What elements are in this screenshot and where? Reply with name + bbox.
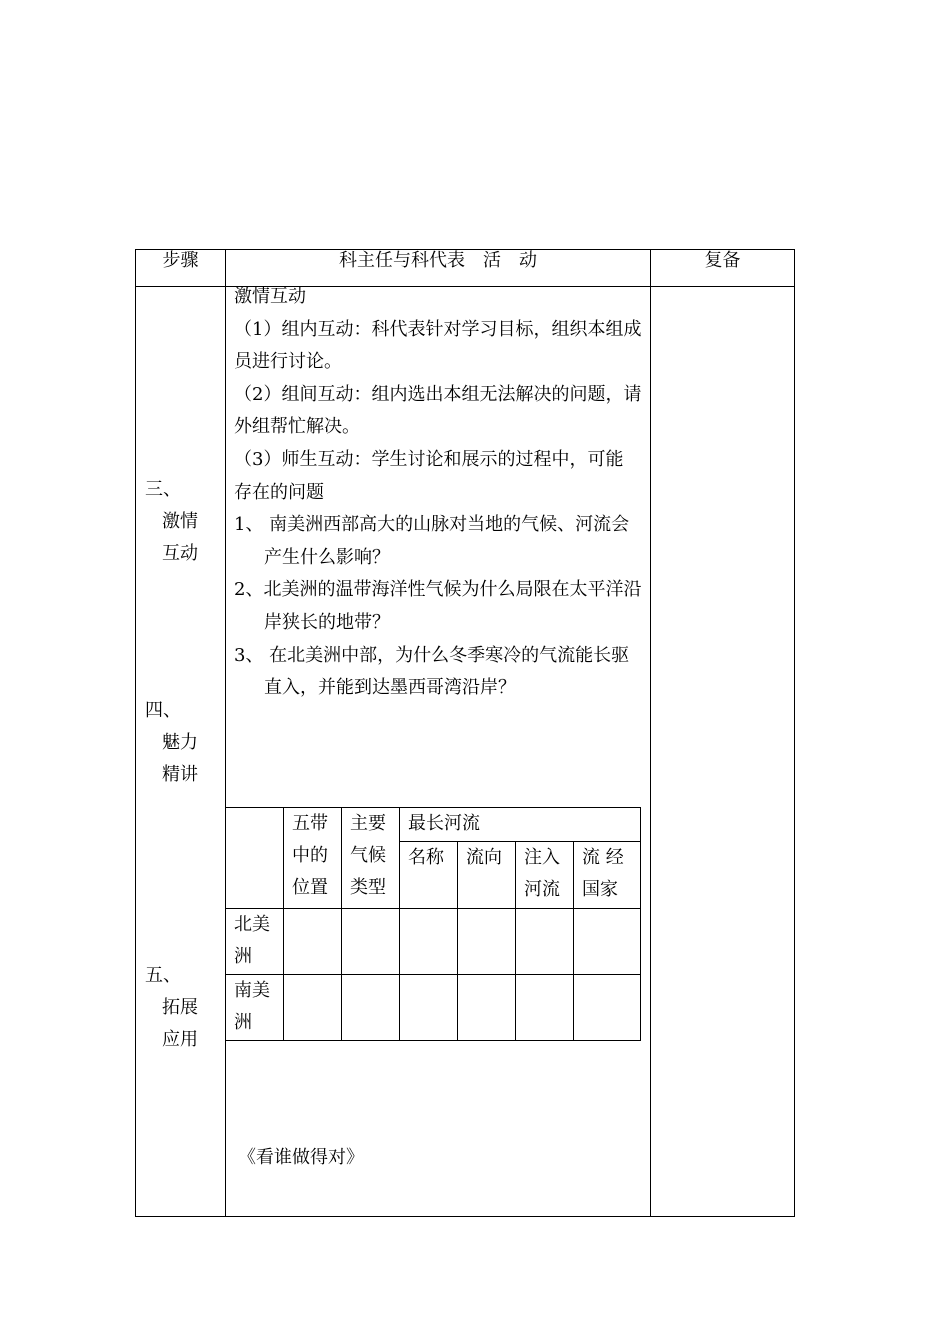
table-cell (284, 975, 342, 1041)
column-divider (650, 250, 651, 1216)
step-label: 魅力 (162, 732, 198, 753)
step-number: 四、 (145, 700, 181, 721)
step-label: 拓展 (162, 997, 198, 1018)
table-corner-cell (226, 808, 284, 909)
table-cell (342, 909, 400, 975)
table-cell (516, 909, 574, 975)
question-item: 2、北美洲的温带海洋性气候为什么局限在太平洋沿岸狭长的地带？ (234, 579, 642, 633)
step-five (145, 960, 225, 1056)
step-four (145, 695, 225, 791)
table-cell (574, 909, 641, 975)
table-cell (458, 909, 516, 975)
header-river-outlet: 注入河流 (516, 842, 574, 909)
activity-content (234, 281, 644, 705)
table-cell (284, 909, 342, 975)
exercise-title: 《看谁做得对》 (238, 1147, 364, 1168)
paragraph: （1）组内互动：科代表针对学习目标，组织本组成员进行讨论。 (234, 318, 642, 373)
paragraph: （2）组间互动：组内选出本组无法解决的问题，请外组帮忙解决。 (234, 383, 642, 438)
header-review: 复备 (704, 250, 741, 271)
step-number: 五、 (145, 965, 181, 986)
header-climate-type: 主要气候类型 (342, 808, 400, 909)
continent-comparison-table (225, 807, 641, 1041)
question-item: 1、 南美洲西部高大的山脉对当地的气候、河流会产生什么影响？ (234, 514, 630, 568)
header-river-direction: 流向 (458, 842, 516, 909)
header-longest-river: 最长河流 (400, 808, 641, 842)
header-countries: 流 经国家 (574, 842, 641, 909)
paragraph: 存在的问题 (234, 481, 324, 503)
row-label-north-america: 北美洲 (226, 909, 284, 975)
step-label: 互动 (162, 543, 198, 564)
paragraph: （3）师生互动：学生讨论和展示的过程中，可能 (234, 448, 624, 470)
step-label: 激情 (162, 511, 198, 532)
table-cell (458, 975, 516, 1041)
column-divider (225, 250, 226, 1216)
step-three (145, 474, 225, 570)
step-number: 三、 (145, 479, 181, 500)
step-label: 精讲 (162, 764, 198, 785)
section-title: 激情互动 (234, 286, 306, 307)
header-steps: 步骤 (162, 250, 199, 271)
table-cell (342, 975, 400, 1041)
table-cell (400, 975, 458, 1041)
row-label-south-america: 南美洲 (226, 975, 284, 1041)
header-river-name: 名称 (400, 842, 458, 909)
question-item: 3、 在北美洲中部，为什么冬季寒冷的气流能长驱直入，并能到达墨西哥湾沿岸？ (234, 644, 630, 699)
table-cell (516, 975, 574, 1041)
header-activity: 科主任与科代表 活 动 (339, 250, 537, 271)
table-cell (400, 909, 458, 975)
step-label: 应用 (162, 1029, 198, 1050)
lesson-plan-table (135, 249, 795, 1217)
header-zone-position: 五带中的位置 (284, 808, 342, 909)
table-cell (574, 975, 641, 1041)
